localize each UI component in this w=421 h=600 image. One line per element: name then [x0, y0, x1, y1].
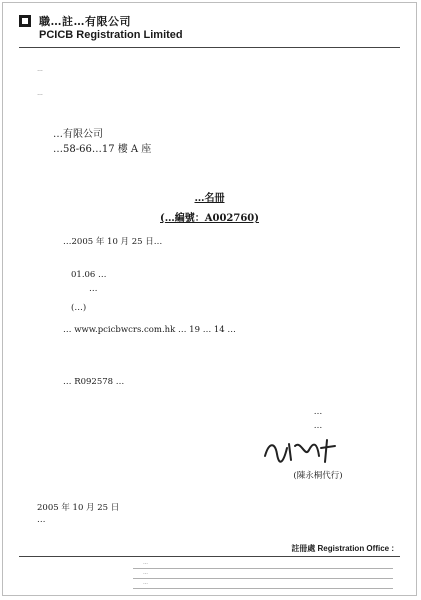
footer-website: …: [143, 570, 148, 576]
registration-office-label: 註冊處 Registration Office :: [291, 544, 394, 553]
registration-number-text: (…編號：A002760): [160, 213, 259, 224]
reference-line: …: [37, 91, 43, 97]
note-line: (…): [71, 303, 87, 313]
body-paragraph-3: … R092578 …: [63, 377, 125, 387]
footer-divider: [19, 556, 400, 557]
footer-divider-thin: [133, 568, 393, 569]
footer-divider-thin: [133, 578, 393, 579]
letter-title-text: …名冊: [194, 193, 225, 204]
org-name-english: PCICB Registration Limited: [39, 29, 183, 41]
product-item-sub: …: [89, 284, 98, 294]
signoff-line: …: [313, 407, 323, 417]
handwritten-signature: [261, 436, 341, 466]
company-logo-icon: [19, 15, 31, 27]
org-name-chinese: 職…註…有限公司: [39, 15, 131, 28]
footer-divider-thin: [133, 588, 393, 589]
registration-number: [3, 209, 416, 224]
cc-line: …: [37, 515, 46, 525]
footer-phone: …: [143, 580, 148, 586]
recipient-address: …58-66…17 樓 A 座: [53, 144, 152, 155]
signatory-name: (陳永桐代行): [293, 471, 343, 481]
footer-address: …: [143, 560, 148, 566]
letter-page: [2, 2, 417, 596]
letter-title: [3, 189, 416, 204]
recipient-name: …有限公司: [53, 129, 103, 140]
reference-line: …: [37, 67, 43, 73]
product-item: 01.06 …: [71, 270, 107, 280]
body-paragraph-2: … www.pcicbwcrs.com.hk … 19 … 14 …: [63, 325, 236, 335]
body-paragraph-1: …2005 年 10 月 25 日…: [63, 237, 163, 247]
letter-date: 2005 年 10 月 25 日: [37, 503, 120, 513]
signoff-line: …: [313, 421, 323, 431]
header-divider: [19, 47, 400, 48]
